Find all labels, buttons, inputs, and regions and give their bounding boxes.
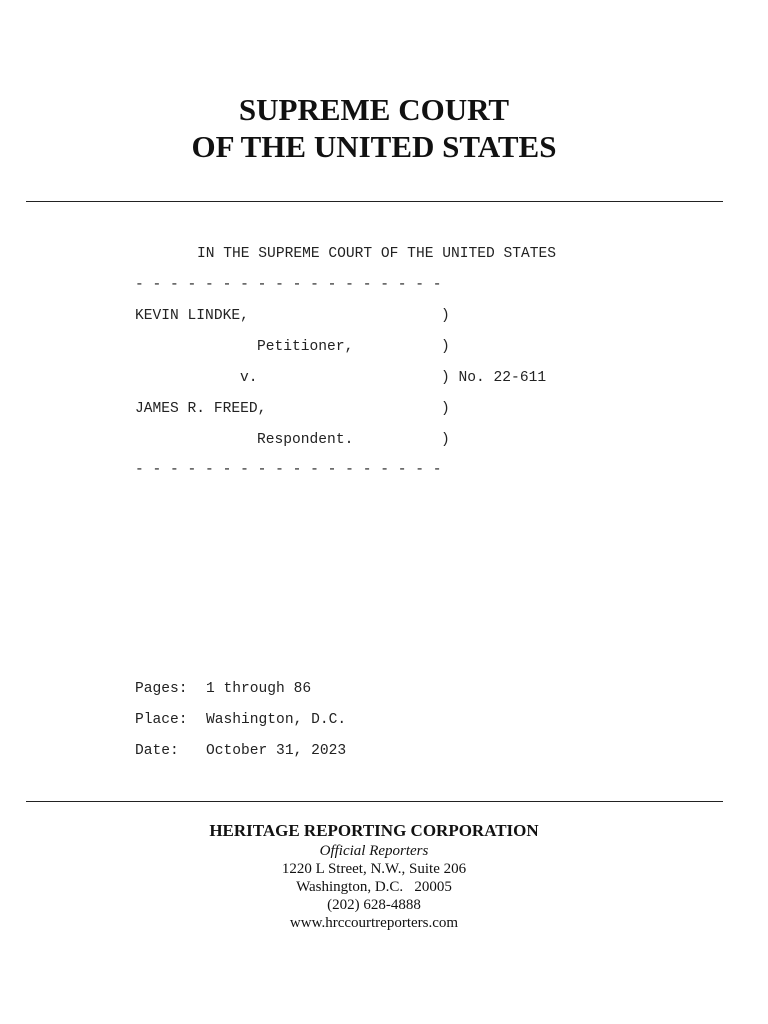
place-value: Washington, D.C. (206, 712, 347, 728)
company-city: Washington, D.C. 20005 (296, 879, 452, 895)
versus: v. (240, 370, 258, 386)
date-label: Date: (135, 743, 179, 759)
pages-value: 1 through 86 (206, 681, 312, 697)
petitioner-name: KEVIN LINDKE, (135, 308, 249, 324)
top-divider (26, 201, 723, 202)
company-phone: (202) 628-4888 (327, 897, 421, 913)
company-address: 1220 L Street, N.W., Suite 206 (281, 861, 467, 877)
caption-separator-bottom: - - - - - - - - - - - - - - - - - - (135, 462, 442, 478)
place-label: Place: (135, 712, 188, 728)
caption-paren: ) (441, 401, 450, 417)
caption-separator-top: - - - - - - - - - - - - - - - - - - (135, 277, 442, 293)
caption-paren: ) (441, 432, 450, 448)
court-heading: IN THE SUPREME COURT OF THE UNITED STATES (197, 246, 557, 262)
pages-label: Pages: (135, 681, 188, 697)
petitioner-role: Petitioner, (257, 339, 354, 355)
respondent-role: Respondent. (257, 432, 354, 448)
case-number: ) No. 22-611 (441, 370, 547, 386)
page-title-line2: OF THE UNITED STATES (191, 129, 557, 164)
caption-paren: ) (441, 308, 450, 324)
bottom-divider (26, 801, 723, 802)
company-website: www.hrccourtreporters.com (289, 915, 459, 931)
company-tagline: Official Reporters (319, 843, 429, 859)
company-name: HERITAGE REPORTING CORPORATION (209, 821, 539, 840)
page-title-line1: SUPREME COURT (238, 92, 510, 127)
date-value: October 31, 2023 (206, 743, 347, 759)
caption-paren: ) (441, 339, 450, 355)
respondent-name: JAMES R. FREED, (135, 401, 267, 417)
